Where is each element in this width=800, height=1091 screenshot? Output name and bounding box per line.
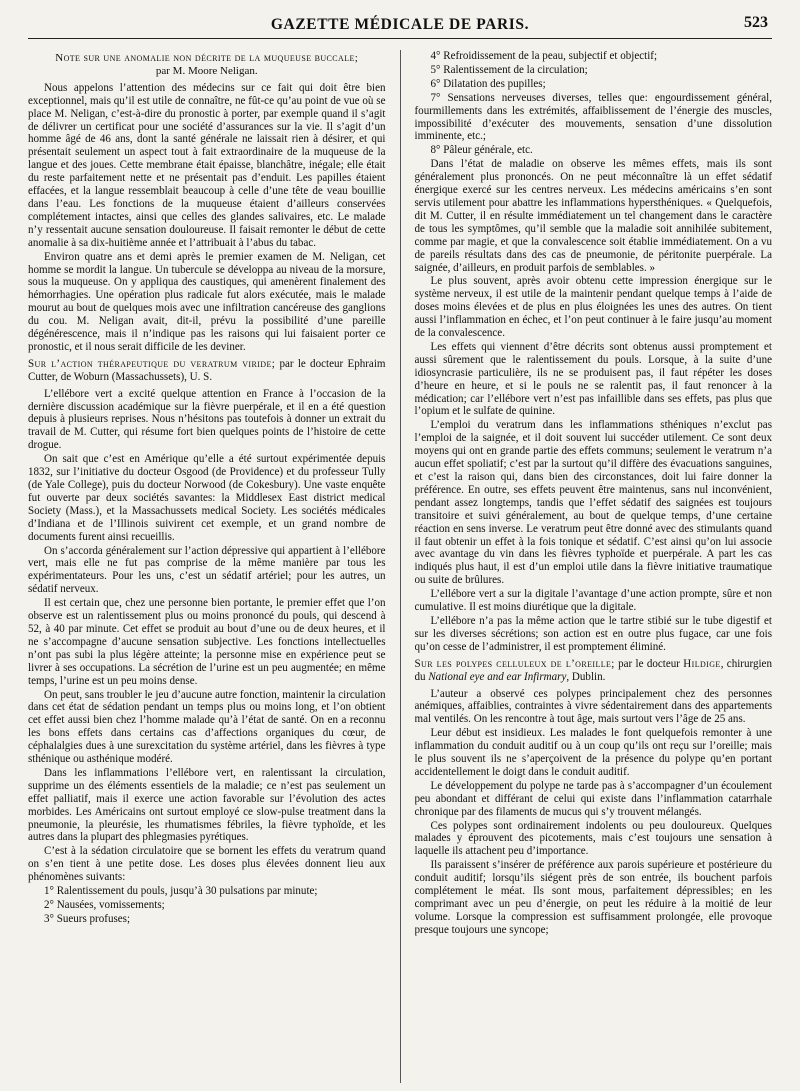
list-item: 1° Ralentissement du pouls, jusqu’à 30 pulsations par minute; — [44, 885, 318, 898]
article-title-veratrum — [28, 358, 386, 384]
right-column — [415, 50, 773, 1083]
paragraph: C’est à la sédation circulatoire que se bornent les effets du veratrum quand on s’en tient à une petite dose. Les doses plus élevées donnent lieu aux phénomènes suivants: — [28, 845, 386, 884]
paragraph: L’ellébore n’a pas la même action que le tartre stibié sur le tube digestif et sur les diverses sécrétions; son action est en outre plus fugace, car une fois qu’on cesse de l’administrer, il est promptement éliminé. — [414, 614, 772, 653]
article-title-italic: National eye and ear Infirmary — [428, 670, 567, 683]
paragraph: Le plus souvent, après avoir obtenu cette impression énergique sur le système nerveux, il est utile de la maintenir pendant quelque temps à l’aide de doses moins élevées et de plus en plus éloignées les unes des autres. On tient aussi l’inflammation en échec, et l’on peut continuer à le faire jusqu’au moment de la convalescence. — [414, 275, 772, 340]
paragraph: Environ quatre ans et demi après le premier examen de M. Neligan, cet homme se mordit la langue. Un tubercule se développa au niveau de la morsure, sous la muqueuse. On y appliqua des caustiques, qui amenèrent finalement des hémorrhagies. Une opération plus radicale fut alors exécutée, mais le malade mourut au bout de quelques mois avec une infiltration cancéreuse des ganglions du cou. M. Neligan avait, dit-il, prévu la possibilité d’une pareille dégénérescence, mais il n’indique pas les raisons qui lui faisaient porter ce pronostic, et il nous serait difficile de les deviner. — [28, 250, 386, 353]
paragraph: On sait que c’est en Amérique qu’elle a été surtout expérimentée depuis 1832, sur l’initiative du docteur Osgood (de Providence) et du professeur Tully (de Yale College), puis du docteur Norwood (de Cokesbury). Une vaste enquête fut ouverte par deux sociétés savantes: la Middlesex East district medical Society (Mass.), et la Massachussets medical Society. Les sociétés médicales d’Indiana et de l’Illinois suivirent cet exemple, et un grand nombre de documents furent ainsi recueillis. — [28, 453, 386, 543]
article-title-polypes — [415, 658, 773, 684]
article-title-line2: par M. Moore Neligan. — [155, 64, 258, 77]
paragraph: Il est certain que, chez une personne bien portante, le premier effet que l’on observe est un ralentissement plus ou moins prononcé du pouls, qui descend à 52, à 40 par minute. Cet effet se produit au bout d’une ou de deux heures, et il ne s’accompagne d’aucune sensation subjective. Les fonctions intellectuelles n’ont pas subi la plus légère atteinte; la personne mise en expérience peut se livrer à ses occupations. La sécrétion de l’urine est un peu augmentée; en même temps, l’urine est un peu moins dense. — [28, 597, 386, 687]
paragraph: Dans l’état de maladie on observe les mêmes effets, mais ils sont généralement plus prononcés. On ne peut méconnaître là un effet sédatif énergique exercé sur les centres nerveux. Les médecins américains s’en sont servis utilement pour abattre les inflammations hypersthéniques. « Quelquefois, dit M. Cutter, il en résulte immédiatement un tel changement dans le caractère de tous les symptômes, qu’il semble que la maladie soit annihilée subitement, comme par magie, et que la convalescence soit établie immédiatement. On a vu de pareils résultats dans des cas de pneumonie, de péritonite puerpérale. La saignée, d’ailleurs, en produit parfois de semblables. » — [414, 158, 772, 274]
article-title-line1: Note sur une anomalie non décrite de la muqueuse buccale; — [55, 52, 359, 64]
paragraph: Dans les inflammations l’ellébore vert, en ralentissant la circulation, supprime un des éléments essentiels de la maladie; ce n’est pas seulement un effet palliatif, mais il exerce une action favorable sur l’évolution des actes morbides. Les Américains ont surtout employé ce slow-pulse treatment dans la pneumonie, la pleurésie, les rhumatismes fébriles, la fièvre typhoïde, et les autres dans la plupart des phlegmasies pyrétiques. — [28, 766, 386, 844]
paragraph: Leur début est insidieux. Les malades le font quelquefois remonter à une inflammation du conduit auditif ou à un coup qu’ils ont reçu sur l’oreille; mais le plus souvent ils ne s’aperçoivent de la présence du polype qu’en portant accidentellement le doigt dans le conduit auditif. — [414, 727, 772, 778]
list-item: 3° Sueurs profuses; — [44, 912, 131, 925]
left-column — [28, 50, 386, 1083]
paragraph: On s’accorda généralement sur l’action dépressive qui appartient à l’ellébore vert, mais elle ne fut pas comprise de la même manière par tous les expérimentateurs. Pour les uns, c’est un sédatif artériel; pour les autres, un sédatif nerveux. — [28, 544, 386, 596]
column-rule — [400, 50, 401, 1083]
article-title-mid: par le docteur — [614, 657, 684, 670]
list-item: 8° Pâleur générale, etc. — [430, 144, 533, 157]
article-title-rest: par le docteur Ephraim Cutter, de Woburn (Massachussets), U. S. — [28, 357, 386, 383]
paragraph: On peut, sans troubler le jeu d’aucune autre fonction, maintenir la circulation dans cet état de sédation pendant un temps plus ou moins long, et l’on obtient cet effet aussi bien chez l’homme malade qu’à l’état de santé. On en a reconnu les bons effets dans certains cas d’affections organiques du cœur, de céphalalgies dues à une surexcitation du système artériel, dans les fièvres à type sthénique ou asthénique modéré. — [28, 688, 386, 766]
paragraph: Les effets qui viennent d’être décrits sont obtenus aussi promptement et aussi sûrement que le ralentissement du pouls. Lorsque, à la suite d’une idiosyncrasie particulière, ils ne se produisent pas, il faut répéter les doses d’heure en heure, et si le pouls ne se ralentit pas, il faut renoncer à la médication; car l’ellébore vert n’est pas infaillible dans ses effets, pas plus que l’opium et le sulfate de quinine. — [414, 340, 772, 418]
article-title-caps: Sur l’action thérapeutique du veratrum viride; — [28, 357, 276, 370]
paragraph: Nous appelons l’attention des médecins sur ce fait qui doit être bien exceptionnel, mais qu’il est utile de connaître, ne fût-ce qu’au point de vue où se place M. Neligan, c’est-à-dire du pronostic à porter, par exemple quand il s’agit de délivrer un certificat pour une société d’assurances sur la vie. Il s’agit d’un homme âgé de 46 ans, dont la santé générale ne laissait rien à désirer, et qui présentait seulement un aspect tout à fait extraordinaire de la muqueuse de la langue et des joues. Cette membrane était épaisse, blanchâtre, inégale; elle était du reste parfaitement nette et ne présentait pas d’enduit. Les papilles étaient effacées, et la langue ressemblait beaucoup à celle d’une tête de veau bouillie dans l’eau. Les fonctions de la muqueuse étaient d’ailleurs conservées complétement intactes, ainsi que celles des glandes salivaires, etc. Le malade n’y ressentait aucune sensation douloureuse. Il faisait remonter le début de cette anomalie à sa dix-huitième année et l’attribuait à l’abus du tabac. — [28, 81, 386, 249]
list-item: 6° Dilatation des pupilles; — [430, 77, 546, 90]
page-header — [28, 14, 772, 39]
paragraph: L’ellébore vert a sur la digitale l’avantage d’une action prompte, sûre et non cumulative. Il est moins diurétique que la digitale. — [414, 588, 772, 614]
paragraph: Ces polypes sont ordinairement indolents ou peu douloureux. Quelques malades y éprouvent des picotements, mais c’est toujours une sensation à laquelle ils attachent peu d’importance. — [414, 819, 772, 858]
page-number: 523 — [744, 14, 768, 31]
article-author: Hildige — [683, 657, 721, 670]
article-title-rest-a: , chirurgien du — [414, 657, 772, 683]
article-title-rest-b: , Dublin. — [566, 670, 606, 683]
paragraph: L’ellébore vert a excité quelque attention en France à l’occasion de la dernière discussion académique sur la fièvre puerpérale, et il en a été question depuis à plusieurs reprises. Nous n’hésitons pas toutefois à donner un extrait du travail de M. Cutter, qui résume fort bien quelques points de l’histoire de cette drogue. — [28, 387, 386, 452]
paragraph: Ils paraissent s’insérer de préférence aux parois supérieure et postérieure du conduit auditif; lorsqu’ils siégent près de son entrée, ils bouchent parfois complétement le méat. Ils sont mous, parfaitement dépressibles; en les comprimant avec un peu d’énergie, on peut les réduire à la moitié de leur volume. Lorsque la compression est suffisamment prolongée, elle provoque presque toujours une syncope; — [414, 859, 772, 936]
article-title-caps: Sur les polypes celluleux de l’oreille; — [414, 657, 615, 670]
list-item: 7° Sensations nerveuses diverses, telles que: engourdissement général, fourmillements dans les extrémités, affaiblissement de l’énergie des muscles, impossibilité d’exécuter des mouvements, sensation d’une dissolution imminente, etc.; — [414, 91, 772, 143]
paragraph: L’emploi du veratrum dans les inflammations sthéniques n’exclut pas l’emploi de la saignée, et il doit souvent lui succéder utilement. Ce sont deux moyens qui ont en grande partie des effets communs; seulement le veratrum n’a aucun effet spoliatif; c’est par la surtout qu’il diffère des évacuations sanguines, et c’est la raison qui, dans bien des circonstances, doit lui faire donner la préférence. En outre, ses effets peuvent être maintenus, sans nul inconvénient, pendant assez longtemps, tandis que l’effet sédatif des saignées est toujours transitoire et suivi généralement, au bout de quelque temps, d’une certaine réaction en sens inverse. Le veratrum peut être donné avec des stimulants quand il faut obtenir un effet à la fois tonique et sédatif. C’est ainsi qu’on lui associe avec avantage du vin dans les fièvres typhoïde et puerpérale. A part les cas indiqués plus haut, il est d’un emploi utile dans la fièvre initiative traumatique ou suite de brûlures. — [414, 419, 772, 587]
two-column-body — [28, 50, 772, 1083]
article-title-muqueuse — [28, 52, 386, 78]
list-item: 4° Refroidissement de la peau, subjectif et objectif; — [430, 50, 658, 62]
running-title: GAZETTE MÉDICALE DE PARIS. — [270, 16, 530, 33]
paragraph: L’auteur a observé ces polypes principalement chez des personnes anémiques, affaiblies, contraintes à vivre sédentairement dans des appartements mal ventilés. On les rencontre à tout âge, mais surtout vers l’âge de 25 ans. — [414, 687, 772, 726]
paragraph: Le développement du polype ne tarde pas à s’accompagner d’un écoulement peu abondant et différant de celui qui existe dans l’inflammation catarrhale chronique par des filaments de mucus qui s’y trouvent mélangés. — [414, 779, 772, 818]
list-item: 5° Ralentissement de la circulation; — [430, 63, 588, 76]
list-item: 2° Nausées, vomissements; — [44, 899, 165, 911]
